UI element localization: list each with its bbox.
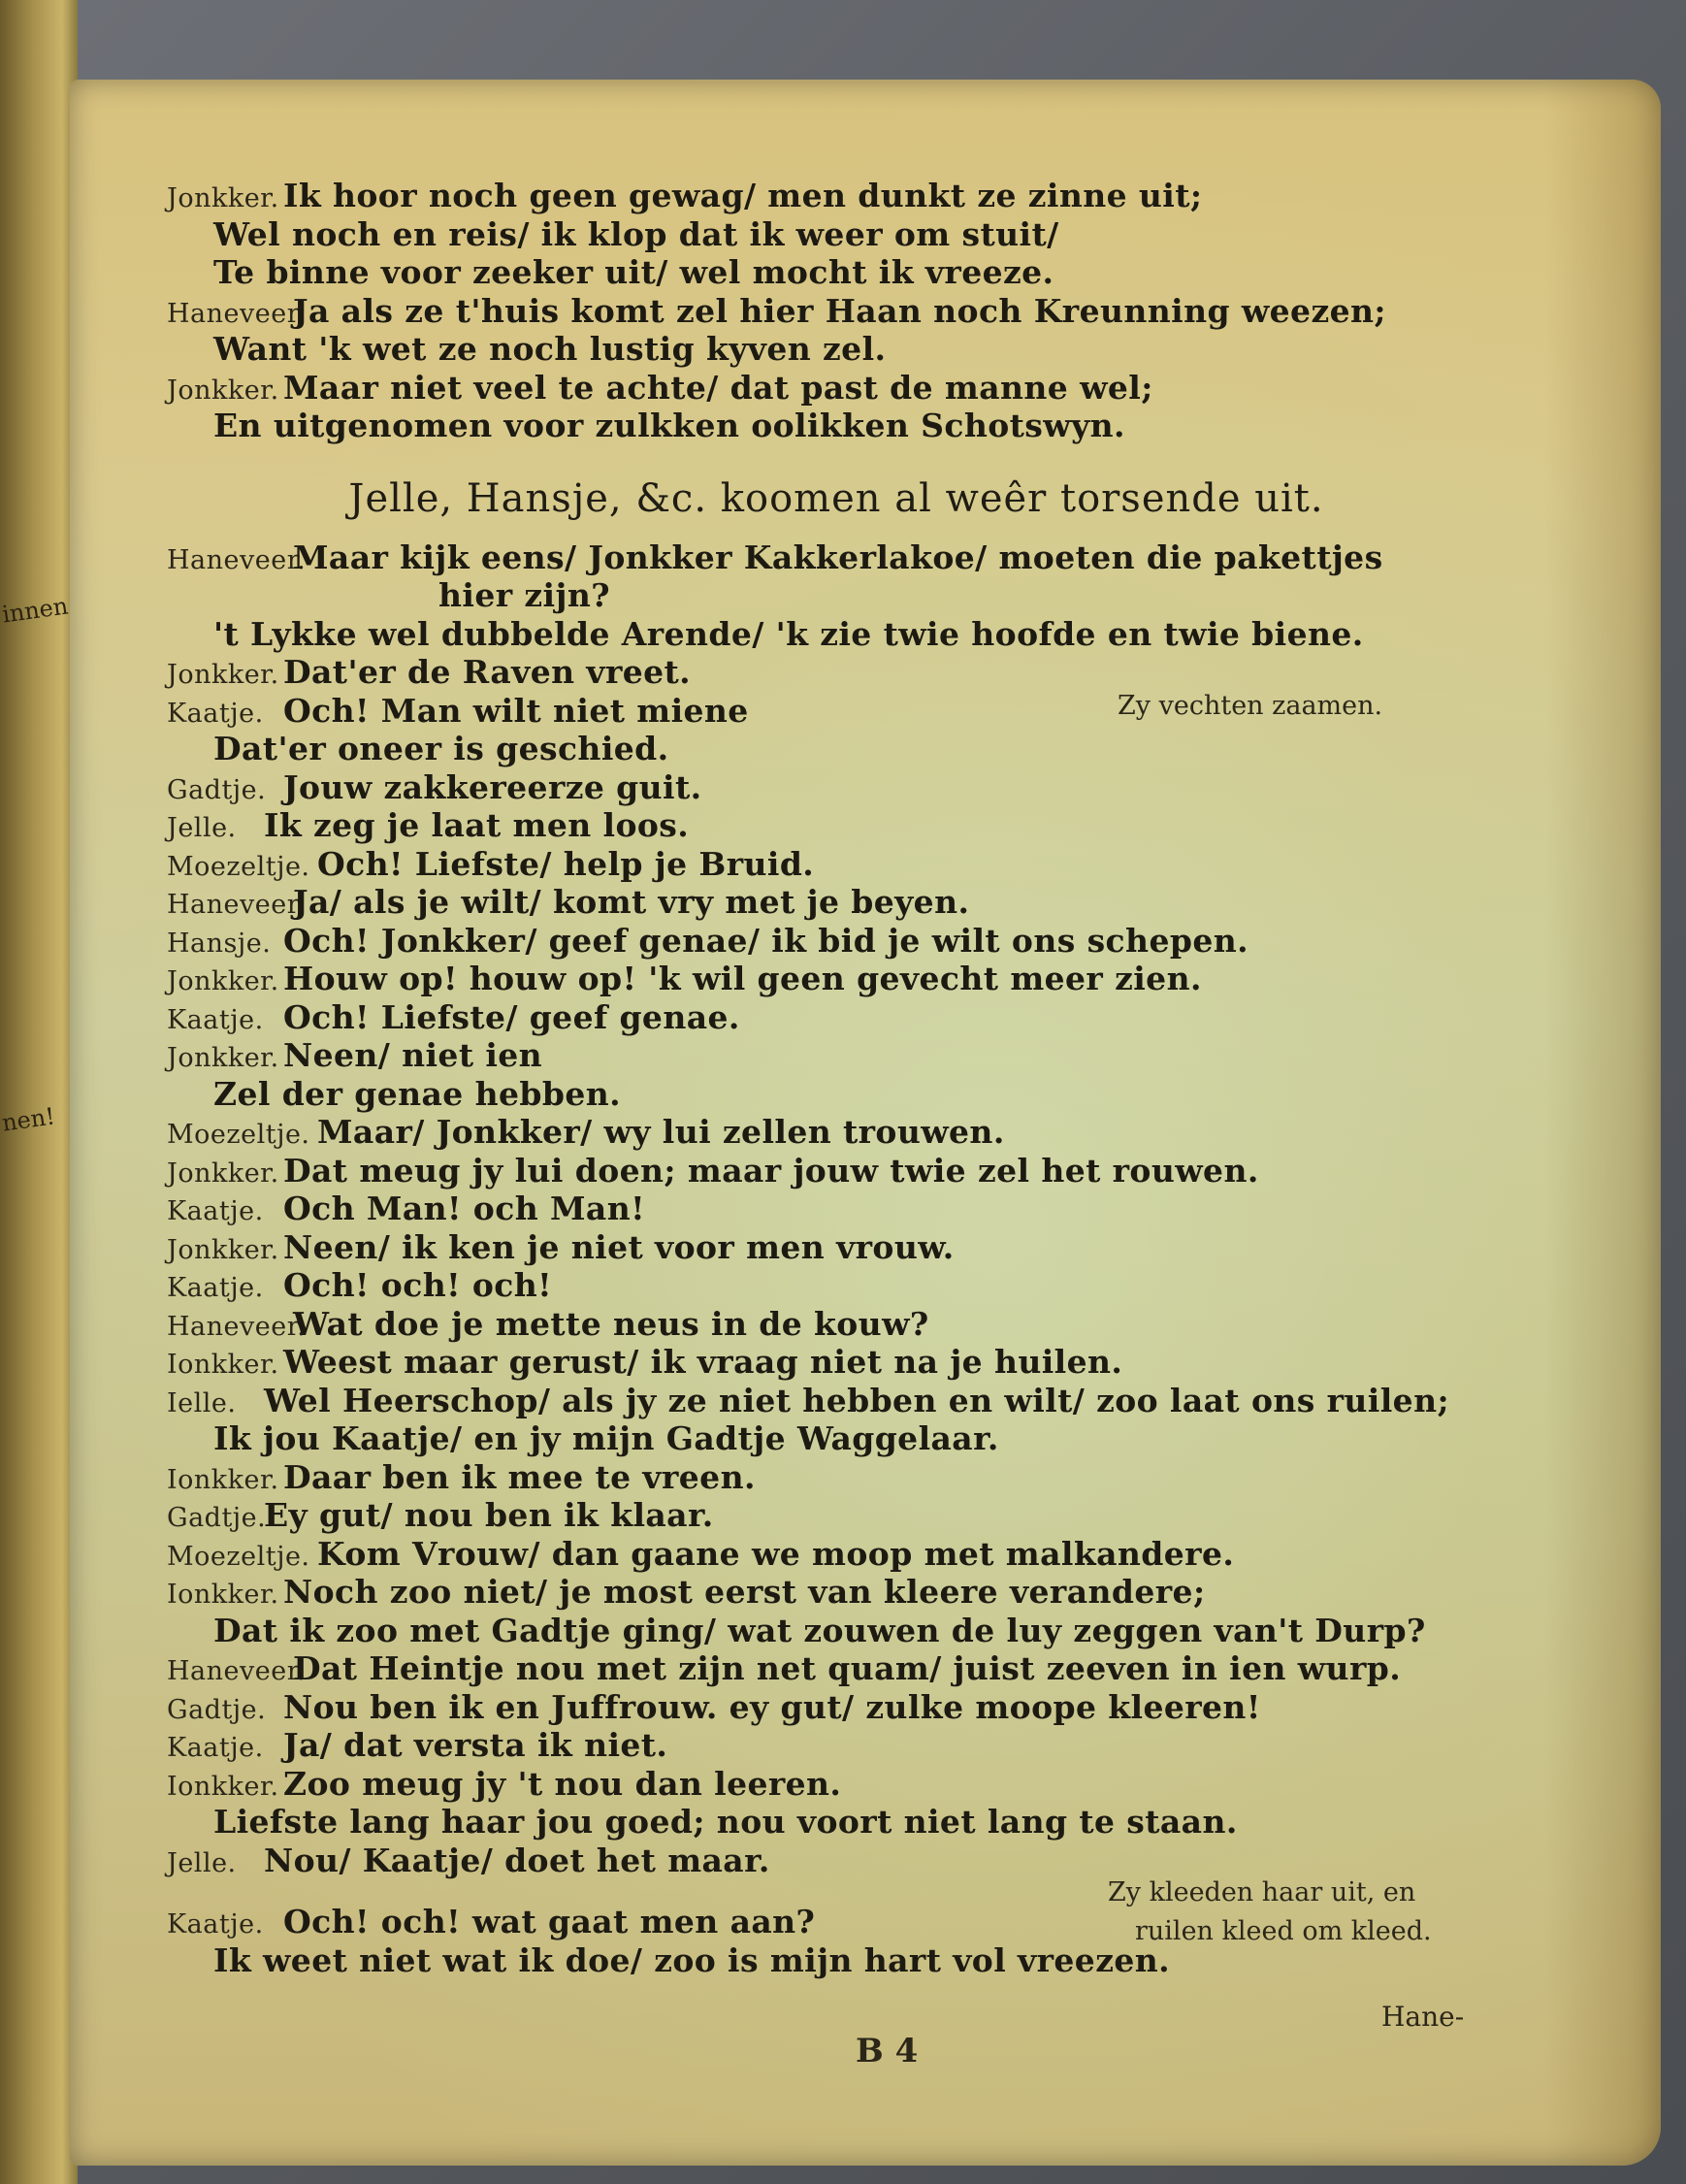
verse: Neen/ ik ken je niet voor men vrouw. [283, 1227, 955, 1266]
dialogue-line [167, 615, 1506, 654]
dialogue-line [167, 215, 1506, 254]
dialogue-line [167, 576, 1506, 615]
dialogue-line [167, 407, 1506, 445]
dialogue-line [167, 1573, 1506, 1612]
verse: 't Lykke wel dubbelde Arende/ 'k zie twie hoofde en twie biene. [213, 614, 1364, 653]
speaker: Kaatje. [167, 1909, 264, 1940]
speaker: Jonkker. [167, 660, 279, 690]
dialogue-line [167, 768, 1506, 807]
speaker: Ionkker. [167, 1464, 279, 1495]
verse: Wel Heerschop/ als jy ze niet hebben en wilt/ zoo laat ons ruilen; [264, 1381, 1450, 1419]
stage-direction: Zy vechten zaamen. [1118, 691, 1383, 721]
verse: Te binne voor zeeker uit/ wel mocht ik vreeze. [213, 253, 1054, 291]
speaker: Jelle. [167, 813, 237, 843]
dialogue-line [167, 1190, 1506, 1228]
catchword: Hane- [1381, 2001, 1465, 2033]
dialogue-line [167, 1688, 1506, 1727]
opening-dialogue [167, 177, 1506, 445]
dialogue-line [167, 538, 1506, 577]
dialogue-line [167, 883, 1506, 922]
verse: Och Man! och Man! [283, 1190, 645, 1227]
verse: Och! Man wilt niet miene [283, 691, 749, 730]
speaker: Jonkker. [167, 1043, 279, 1073]
speaker: Jelle. [167, 1847, 237, 1878]
verse: Jouw zakkereerze guit. [283, 767, 702, 806]
speaker: Haneveer. [167, 298, 307, 329]
dialogue-line [167, 1305, 1506, 1344]
dialogue-line [167, 1075, 1506, 1114]
dialogue-line [167, 1113, 1506, 1152]
speaker: Moezeltje. [167, 851, 310, 882]
verse: Ik weet niet wat ik doe/ zoo is mijn hart vol vreezen. [213, 1940, 1171, 1979]
speaker: Haneveer. [167, 544, 307, 575]
dialogue-line [167, 730, 1506, 768]
speaker: Kaatje. [167, 1733, 264, 1763]
verse: Och! och! wat gaat men aan? [283, 1903, 816, 1940]
dialogue-line [167, 1036, 1506, 1075]
speaker: Jonkker. [167, 183, 279, 213]
verse: Wat doe je mette neus in de kouw? [293, 1304, 929, 1343]
verse: Ik jou Kaatje/ en jy mijn Gadtje Waggelaar. [213, 1419, 999, 1457]
left-page-edge [0, 0, 78, 2184]
verse: Zel der genae hebben. [213, 1074, 621, 1113]
verse: Want 'k wet ze noch lustig kyven zel. [213, 330, 887, 368]
stage-direction: Zy kleeden haar uit, en [1108, 1877, 1416, 1907]
dialogue-line [167, 845, 1506, 884]
speaker: Gadtje. [167, 1694, 267, 1725]
dialogue-line [167, 806, 1506, 845]
dialogue-line [167, 1765, 1506, 1804]
speaker: Gadtje. [167, 774, 267, 805]
verse: Ja/ dat versta ik niet. [283, 1726, 668, 1764]
dialogue-line [167, 177, 1506, 215]
verse: Wel noch en reis/ ik klop dat ik weer om stuit/ [213, 214, 1059, 253]
speaker: Haneveer. [167, 1656, 307, 1686]
speaker: Moezeltje. [167, 1120, 310, 1150]
speaker: Jonkker. [167, 1157, 279, 1189]
dialogue-line [167, 1266, 1506, 1305]
verse: Ja/ als je wilt/ komt vry met je beyen. [293, 883, 970, 921]
speaker: Haneveer. [167, 890, 307, 920]
stage-direction: ruilen kleed om kleed. [1135, 1916, 1432, 1946]
verse: Maar niet veel te achte/ dat past de manne wel; [283, 368, 1153, 407]
verse: Dat Heintje nou met zijn net quam/ juist zeeven in ien wurp. [293, 1649, 1402, 1687]
speaker: Ielle. [167, 1387, 237, 1418]
dialogue-line [167, 998, 1506, 1037]
verse: Och! Jonkker/ geef genae/ ik bid je wilt ons schepen. [283, 921, 1248, 960]
dialogue-line [167, 1343, 1506, 1382]
stage-heading: Jelle, Hansje, &c. koomen al weêr torsende uit. [348, 475, 1324, 521]
verse: hier zijn? [438, 576, 610, 614]
dialogue-line [167, 1726, 1506, 1765]
page-signature: B 4 [856, 2032, 919, 2070]
dialogue-line [167, 1842, 1506, 1880]
speaker: Kaatje. [167, 698, 264, 729]
verse: Maar/ Jonkker/ wy lui zellen trouwen. [317, 1113, 1005, 1151]
verse: Ja als ze t'huis komt zel hier Haan noch Kreunning weezen; [293, 291, 1386, 330]
main-dialogue [167, 538, 1506, 1980]
speaker: Jonkker. [167, 966, 279, 996]
dialogue-line [167, 1612, 1506, 1650]
dialogue-line [167, 369, 1506, 407]
speaker: Jonkker. [167, 375, 279, 406]
speaker: Ionkker. [167, 1350, 279, 1380]
dialogue-line [167, 292, 1506, 331]
verse: Ik zeg je laat men loos. [264, 806, 690, 844]
left-page-fragment: innen [0, 592, 70, 629]
dialogue-line [167, 1419, 1506, 1458]
speaker: Ionkker. [167, 1771, 279, 1802]
verse: Nou/ Kaatje/ doet het maar. [264, 1841, 770, 1879]
speaker: Haneveer. [167, 1311, 307, 1342]
dialogue-line [167, 960, 1506, 998]
verse: Och! och! och! [283, 1266, 553, 1304]
speaker: Gadtje. [167, 1503, 267, 1533]
verse: Kom Vrouw/ dan gaane we moop met malkandere. [317, 1534, 1235, 1573]
dialogue-line [167, 1382, 1506, 1420]
verse: Dat meug jy lui doen; maar jouw twie zel het rouwen. [283, 1151, 1259, 1190]
dialogue-line [167, 330, 1506, 369]
dialogue-line [167, 1496, 1506, 1535]
verse: Och! Liefste/ geef genae. [283, 997, 740, 1036]
book-page [70, 80, 1661, 2166]
verse: Noch zoo niet/ je most eerst van kleere verandere; [283, 1573, 1206, 1611]
verse: Neen/ niet ien [283, 1036, 543, 1074]
speaker: Ionkker. [167, 1580, 279, 1610]
verse: Houw op! houw op! 'k wil geen gevecht meer zien. [283, 960, 1202, 997]
verse: Weest maar gerust/ ik vraag niet na je huilen. [283, 1343, 1123, 1381]
dialogue-line [167, 1152, 1506, 1190]
dialogue-line [167, 653, 1506, 692]
verse: Daar ben ik mee te vreen. [283, 1457, 756, 1496]
dialogue-line [167, 253, 1506, 292]
dialogue-line [167, 1535, 1506, 1574]
speaker: Jonkker. [167, 1234, 279, 1265]
speaker: Hansje. [167, 928, 272, 959]
dialogue-line [167, 1803, 1506, 1842]
verse: Dat'er oneer is geschied. [213, 730, 669, 767]
dialogue-line [167, 1228, 1506, 1267]
verse: Och! Liefste/ help je Bruid. [317, 844, 815, 883]
speaker: Moezeltje. [167, 1541, 310, 1572]
left-page-fragment: nen! [0, 1102, 57, 1137]
dialogue-line [167, 1941, 1506, 1980]
dialogue-line [167, 922, 1506, 961]
dialogue-line [167, 1458, 1506, 1497]
verse: Dat ik zoo met Gadtje ging/ wat zouwen de luy zeggen van't Durp? [213, 1611, 1426, 1649]
verse: Nou ben ik en Juffrouw. ey gut/ zulke moope kleeren! [283, 1687, 1261, 1726]
verse: Maar kijk eens/ Jonkker Kakkerlakoe/ moeten die pakettjes [293, 538, 1383, 576]
verse: Dat'er de Raven vreet. [283, 653, 692, 691]
speaker: Kaatje. [167, 1196, 264, 1226]
speaker: Kaatje. [167, 1273, 264, 1303]
verse: Ey gut/ nou ben ik klaar. [264, 1496, 714, 1534]
verse: Ik hoor noch geen gewag/ men dunkt ze zinne uit; [283, 177, 1203, 214]
speaker: Kaatje. [167, 1004, 264, 1035]
verse: En uitgenomen voor zulkken oolikken Schotswyn. [213, 407, 1125, 444]
verse: Liefste lang haar jou goed; nou voort niet lang te staan. [213, 1803, 1238, 1841]
verse: Zoo meug jy 't nou dan leeren. [283, 1764, 842, 1803]
page-text [167, 177, 1506, 1979]
dialogue-line [167, 1649, 1506, 1688]
